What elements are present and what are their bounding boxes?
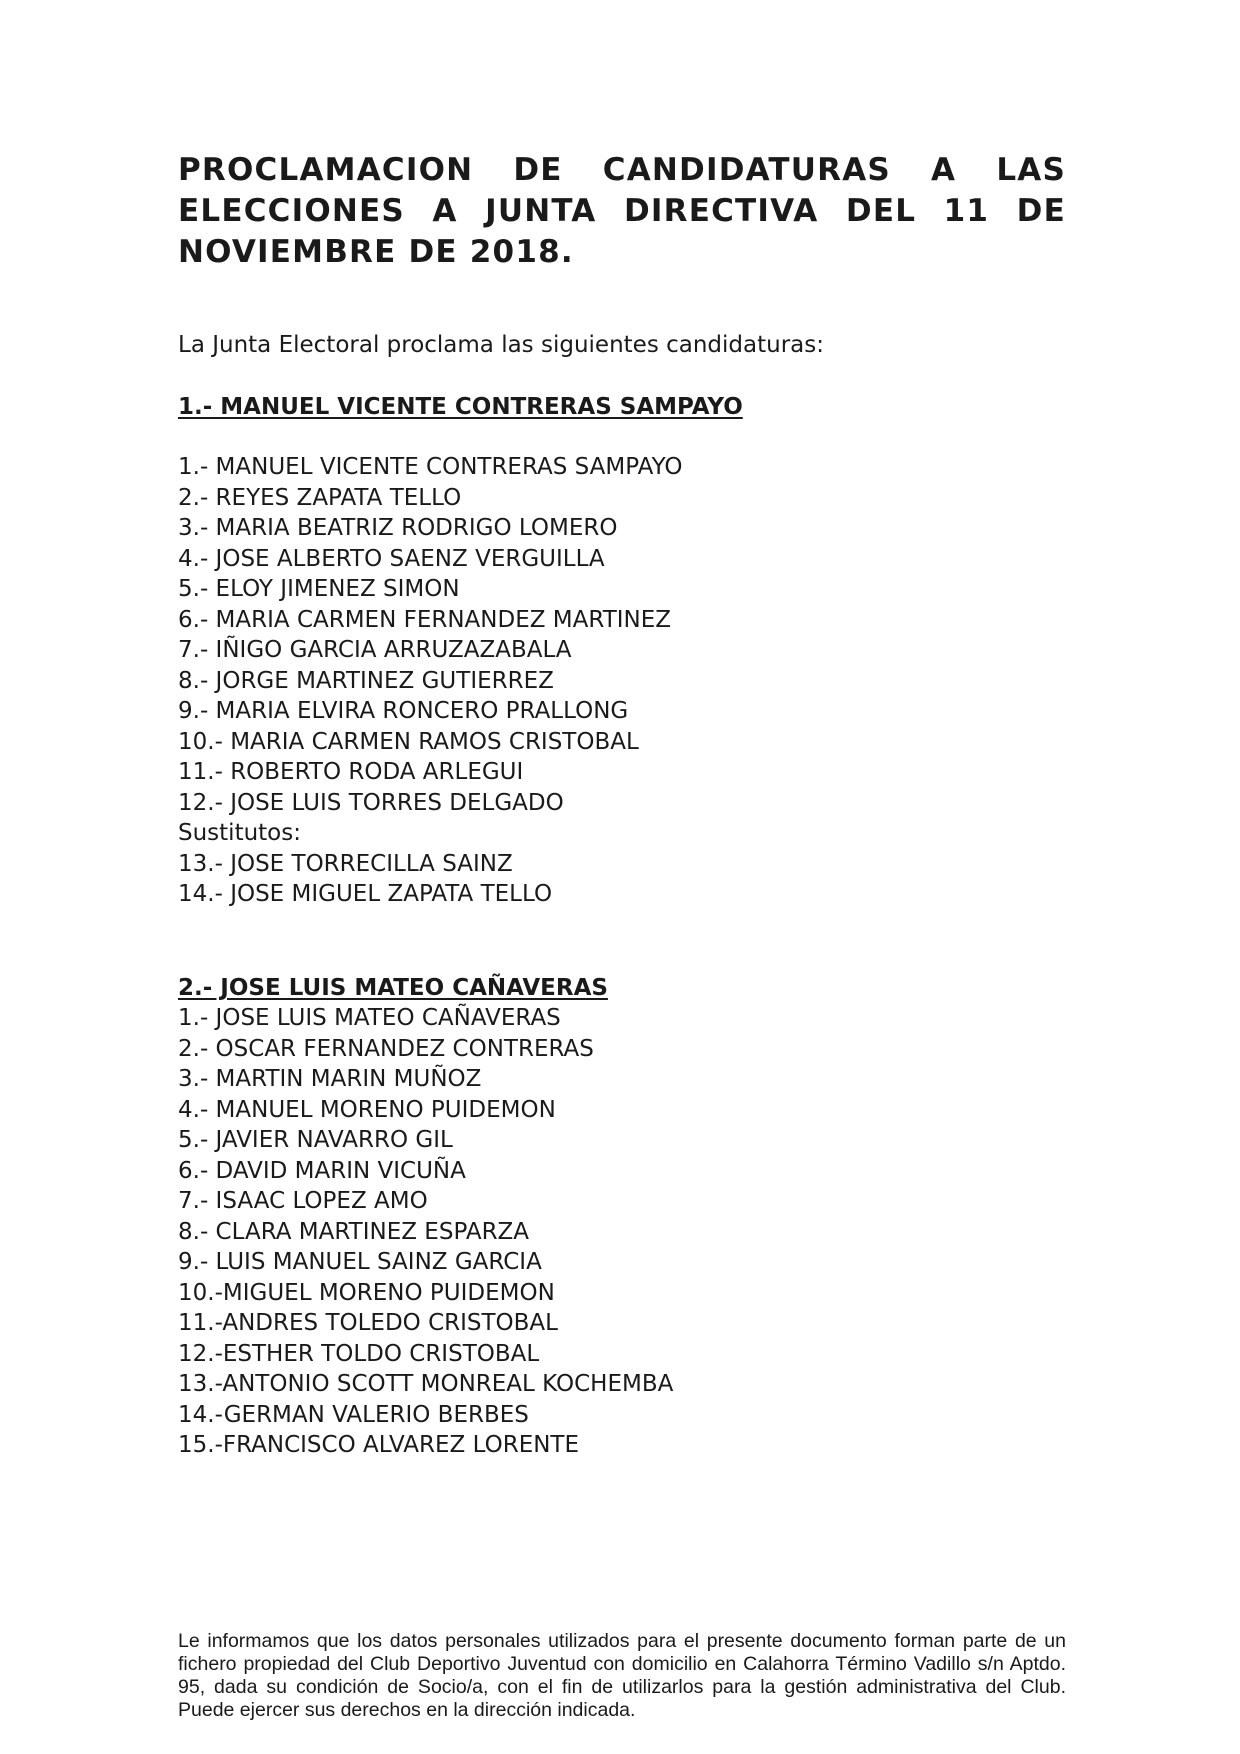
document-title: PROCLAMACION DE CANDIDATURAS A LAS ELECCIONES A JUNTA DIRECTIVA DEL 11 DE NOVIEMBRE DE 2018.: [178, 152, 1066, 270]
candidatura-1-list: [178, 452, 683, 910]
candidatura-2-list: [178, 1003, 673, 1461]
list-item: 6.- MARIA CARMEN FERNANDEZ MARTINEZ: [178, 606, 672, 633]
list-item: 14.-GERMAN VALERIO BERBES: [178, 1401, 529, 1428]
list-item: 14.- JOSE MIGUEL ZAPATA TELLO: [178, 881, 553, 907]
list-item: 9.- LUIS MANUEL SAINZ GARCIA: [178, 1249, 542, 1275]
list-item: 3.- MARIA BEATRIZ RODRIGO LOMERO: [178, 515, 618, 541]
list-item: 10.- MARIA CARMEN RAMOS CRISTOBAL: [178, 728, 639, 755]
list-item: 3.- MARTIN MARIN MUÑOZ: [178, 1066, 482, 1092]
list-item: 11.- ROBERTO RODA ARLEGUI: [178, 759, 524, 785]
list-item: 12.-ESTHER TOLDO CRISTOBAL: [178, 1340, 540, 1367]
document-page: [178, 0, 1066, 1754]
list-item: 1.- JOSE LUIS MATEO CAÑAVERAS: [178, 1005, 561, 1031]
list-item: 7.- ISAAC LOPEZ AMO: [178, 1188, 428, 1214]
intro-text: La Junta Electoral proclama las siguientes candidaturas:: [178, 332, 824, 358]
list-item: 2.- OSCAR FERNANDEZ CONTRERAS: [178, 1035, 594, 1062]
list-item: 11.-ANDRES TOLEDO CRISTOBAL: [178, 1310, 558, 1336]
candidatura-2-heading: 2.- JOSE LUIS MATEO CAÑAVERAS: [178, 975, 608, 1001]
list-item: 7.- IÑIGO GARCIA ARRUZAZABALA: [178, 637, 572, 663]
list-item: 13.- JOSE TORRECILLA SAINZ: [178, 850, 513, 877]
list-item: 9.- MARIA ELVIRA RONCERO PRALLONG: [178, 698, 629, 724]
list-item: 8.- JORGE MARTINEZ GUTIERREZ: [178, 667, 554, 694]
list-item: 4.- MANUEL MORENO PUIDEMON: [178, 1096, 556, 1123]
list-item: 8.- CLARA MARTINEZ ESPARZA: [178, 1218, 530, 1245]
list-item: 15.-FRANCISCO ALVAREZ LORENTE: [178, 1432, 580, 1458]
list-item: 10.-MIGUEL MORENO PUIDEMON: [178, 1279, 555, 1306]
list-item: 2.- REYES ZAPATA TELLO: [178, 484, 462, 511]
candidatura-1-heading: 1.- MANUEL VICENTE CONTRERAS SAMPAYO: [178, 394, 743, 420]
list-item: 4.- JOSE ALBERTO SAENZ VERGUILLA: [178, 545, 605, 572]
list-item: 13.-ANTONIO SCOTT MONREAL KOCHEMBA: [178, 1371, 674, 1397]
privacy-footer: Le informamos que los datos personales utilizados para el presente documento forman parte de un fichero propiedad del Club Deportivo Juventud con domicilio en Calahorra Término Vadillo s/n Aptdo. 95, dada su condición de Socio/a, con el fin de utilizarlos para la gestión administrativa del Club. Puede ejercer sus derechos en la dirección indicada.: [178, 1630, 1066, 1721]
substitutes-label: Sustitutos:: [178, 820, 301, 846]
list-item: 5.- ELOY JIMENEZ SIMON: [178, 576, 460, 602]
list-item: 1.- MANUEL VICENTE CONTRERAS SAMPAYO: [178, 454, 683, 480]
list-item: 12.- JOSE LUIS TORRES DELGADO: [178, 789, 564, 816]
list-item: 5.- JAVIER NAVARRO GIL: [178, 1127, 453, 1153]
list-item: 6.- DAVID MARIN VICUÑA: [178, 1157, 466, 1184]
